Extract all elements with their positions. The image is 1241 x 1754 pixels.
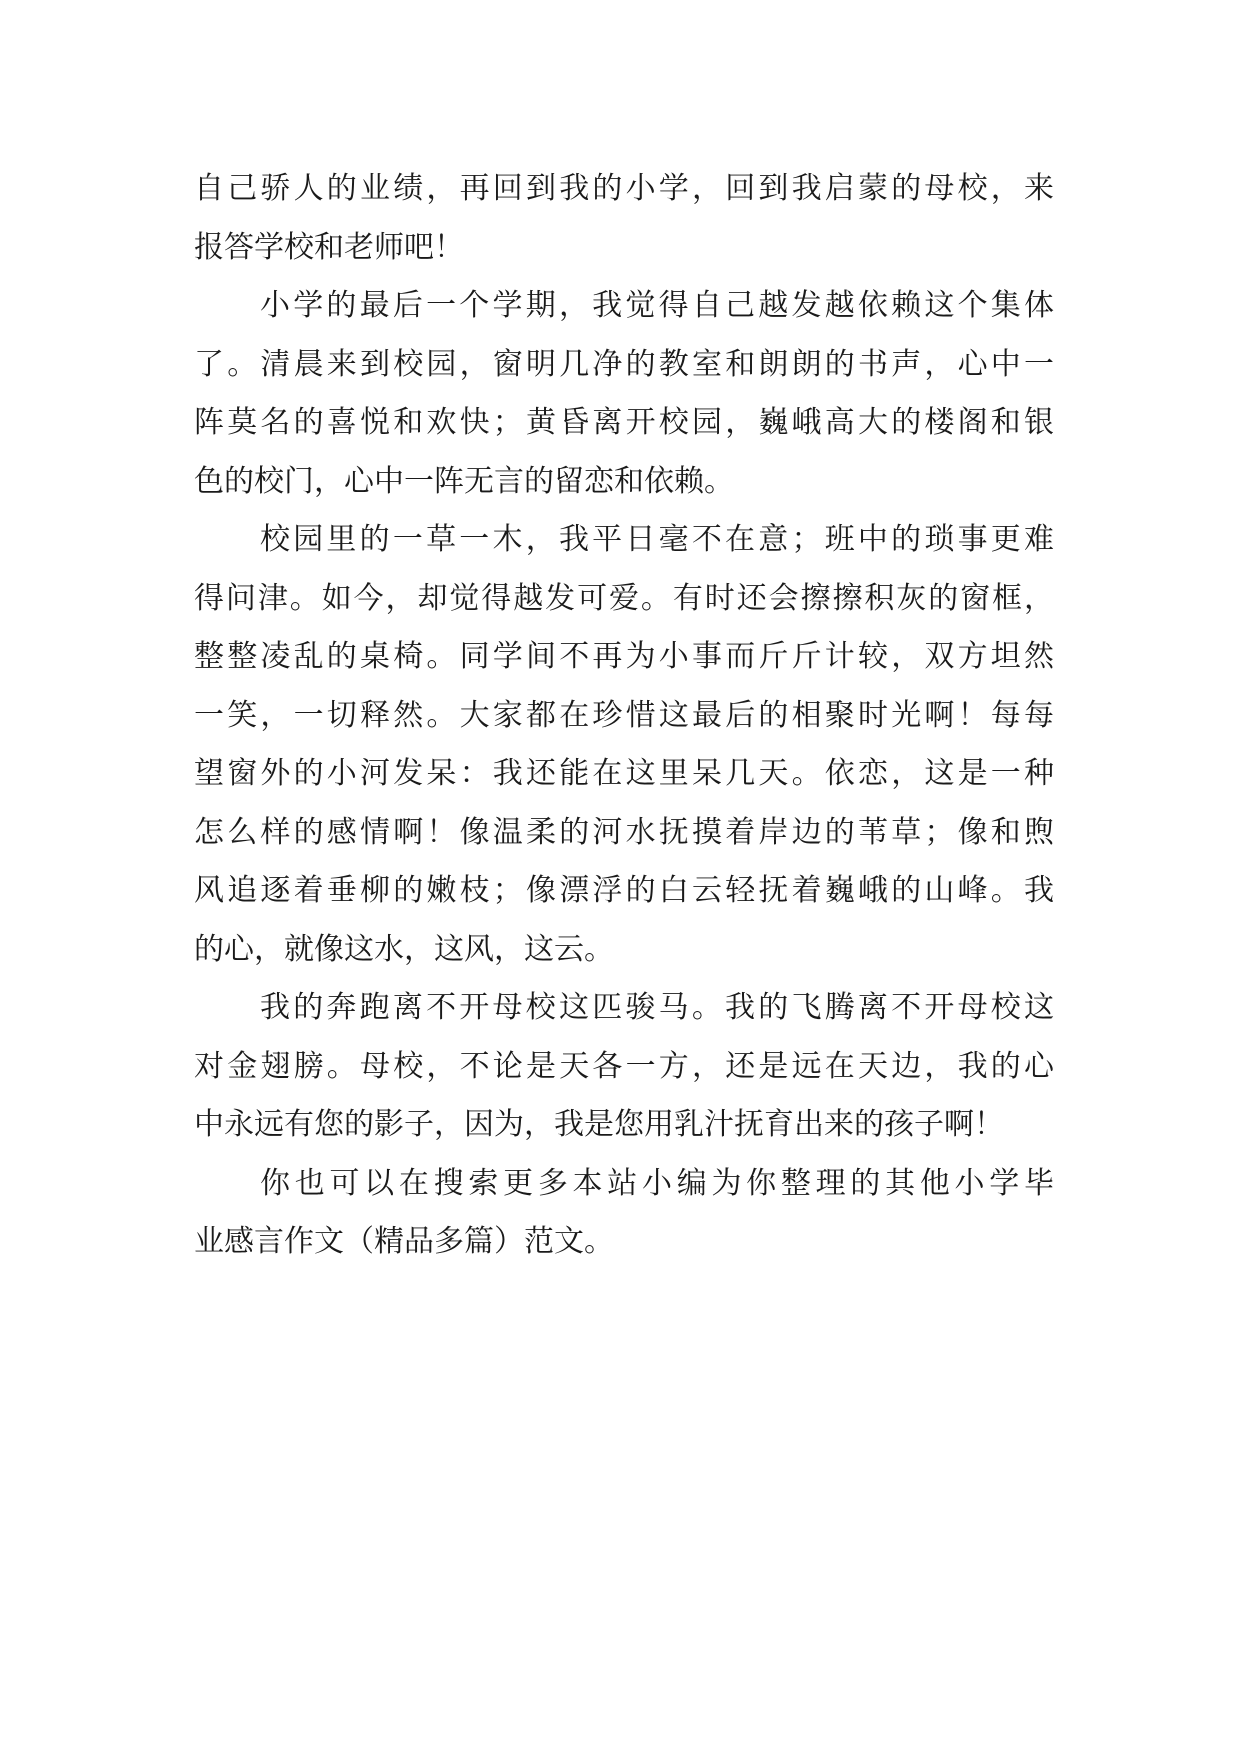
body-text: [194, 160, 1054, 1272]
text-line: 你也可以在搜索更多本站小编为你整理的其他小学毕: [260, 1165, 1054, 1201]
text-line: 阵莫名的喜悦和欢快；黄昏离开校园，巍峨高大的楼阁和银: [194, 405, 1054, 440]
paragraph-3: [194, 511, 1054, 979]
text-line: 色的校门，心中一阵无言的留恋和依赖。: [194, 463, 734, 499]
text-line: 整整凌乱的桌椅。同学间不再为小事而斤斤计较，双方坦然: [194, 639, 1054, 674]
text-line: 风追逐着垂柳的嫩枝；像漂浮的白云轻抚着巍峨的山峰。我: [194, 873, 1054, 908]
paragraph-2: [194, 277, 1054, 511]
text-line: 中永远有您的影子，因为，我是您用乳汁抚育出来的孩子啊！: [194, 1107, 1004, 1142]
text-line: 了。清晨来到校园，窗明几净的教室和朗朗的书声，心中一: [194, 346, 1054, 382]
paragraph-4: [194, 979, 1054, 1155]
text-line: 的心，就像这水，这风，这云。: [194, 931, 614, 967]
text-line: 我的奔跑离不开母校这匹骏马。我的飞腾离不开母校这: [260, 990, 1054, 1025]
text-line: 望窗外的小河发呆：我还能在这里呆几天。依恋，这是一种: [194, 756, 1054, 791]
text-line: 报答学校和老师吧！: [194, 229, 464, 265]
text-line: 对金翅膀。母校，不论是天各一方，还是远在天边，我的心: [194, 1048, 1054, 1084]
text-line: 小学的最后一个学期，我觉得自己越发越依赖这个集体: [260, 288, 1054, 323]
text-line: 校园里的一草一木，我平日毫不在意；班中的琐事更难: [260, 522, 1054, 557]
text-line: 自己骄人的业绩，再回到我的小学，回到我启蒙的母校，来: [194, 171, 1054, 206]
text-line: 一笑，一切释然。大家都在珍惜这最后的相聚时光啊！每每: [194, 697, 1054, 733]
text-line: 业感言作文（精品多篇）范文。: [194, 1224, 614, 1259]
text-line: 怎么样的感情啊！像温柔的河水抚摸着岸边的苇草；像和煦: [194, 814, 1054, 850]
paragraph-1: [194, 160, 1054, 277]
text-line: 得问津。如今，却觉得越发可爱。有时还会擦擦积灰的窗框，: [194, 580, 1054, 616]
paragraph-5: [194, 1155, 1054, 1272]
